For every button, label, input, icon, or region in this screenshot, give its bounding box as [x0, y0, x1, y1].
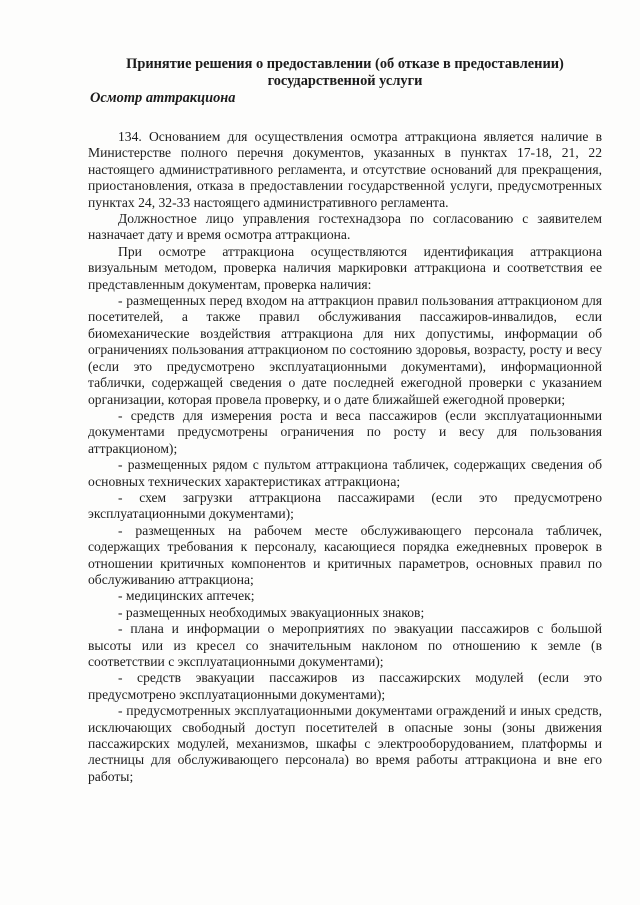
list-item-fencing: - предусмотренных эксплуатационными документами ограждений и иных средств, исключающих свободный доступ посетителей в опасные зоны (зоны движения пассажирских модулей, механизмов, шкафы с электрооборудованием, платформы и лестницы для обслуживающего персонала) во время работы аттракциона и вне его работы; [88, 703, 602, 784]
list-item-evacuation-means: - средств эвакуации пассажиров из пассажирских модулей (если это предусмотрено эксплуатационными документами); [88, 670, 602, 702]
list-item-height-weight-means: - средств для измерения роста и веса пассажиров (если эксплуатационными документами предусмотрены ограничения по росту и весу для пользования аттракционом); [88, 407, 602, 456]
document-title-line-2: государственной услуги [267, 73, 423, 89]
list-item-evacuation-plan: - плана и информации о мероприятиях по эвакуации пассажиров с большой высоты или из кресел со значительным наклоном по отношению к земле (в соответствии с эксплуатационными документами); [88, 621, 602, 669]
paragraph-inspection-scope: При осмотре аттракциона осуществляются идентификация аттракциона визуальным методом, проверка наличия маркировки аттракциона и соответствия ее представленным документам, проверка наличия: [88, 243, 602, 292]
paragraph-134: 134. Основанием для осуществления осмотра аттракциона является наличие в Министерстве полного перечня документов, указанных в пунктах 17-18, 21, 22 настоящего административного регламента, и отсутствие оснований для прекращения, приостановления, отказа в предоставлении государственной услуги, предусмотренных пунктах 24, 32-33 настоящего административного регламента. [88, 129, 602, 210]
list-item-technical-plates: - размещенных рядом с пультом аттракциона табличек, содержащих сведения об основных технических характеристиках аттракциона; [88, 457, 602, 489]
document-body [88, 129, 602, 785]
list-item-first-aid-kits: - медицинских аптечек; [118, 588, 255, 604]
list-item-rules-at-entrance: - размещенных перед входом на аттракцион правил пользования аттракционом для посетителей, а также правил обслуживания пассажиров-инвалидов, если биомеханические воздействия аттракциона для них допустимы, информации об ограничениях пользования аттракционом по состоянию здоровья, возрасту, росту и весу (если это предусмотрено эксплуатационными документами), информационной таблички, содержащей сведения о дате последней ежегодной проверки с указанием организации, которая провела проверку, и о дате ближайшей ежегодной проверки; [88, 293, 602, 407]
document-title-line-1: Принятие решения о предоставлении (об отказе в предоставлении) [126, 56, 564, 72]
list-item-loading-schemes: - схем загрузки аттракциона пассажирами (если это предусмотрено эксплуатационными документами); [88, 489, 602, 522]
list-item-evacuation-signs: - размещенных необходимых эвакуационных знаков; [118, 604, 425, 620]
section-heading: Осмотр аттракциона [90, 90, 236, 106]
paragraph-official-appoints-date: Должностное лицо управления гостехнадзора по согласованию с заявителем назначает дату и время осмотра аттракциона. [88, 211, 602, 243]
list-item-staff-plates: - размещенных на рабочем месте обслуживающего персонала табличек, содержащих требования к персоналу, касающиеся порядка ежедневных проверок в отношении критичных компонентов и критичных параметров, основных правил по обслуживанию аттракциона; [88, 522, 602, 587]
